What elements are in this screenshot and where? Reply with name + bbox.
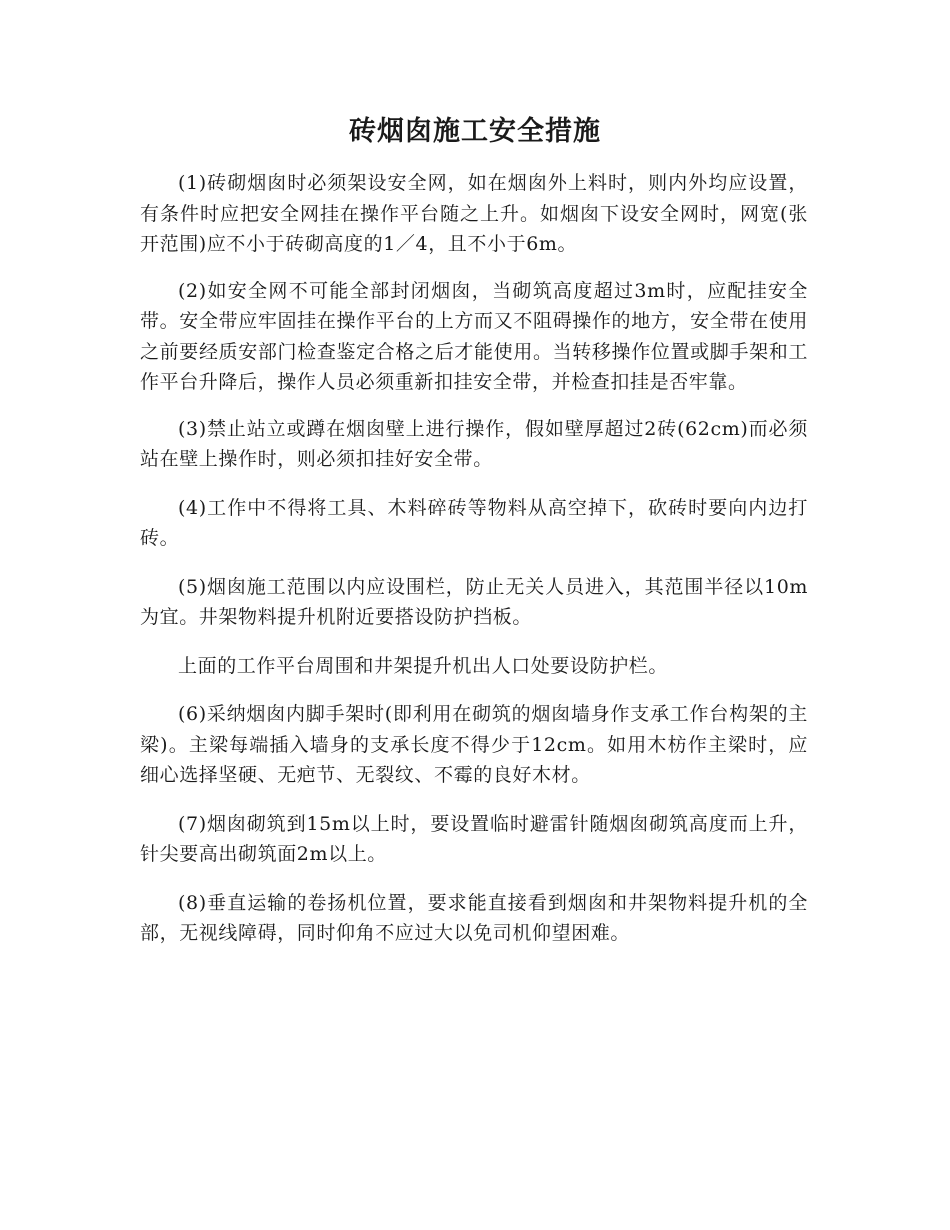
- paragraph-6: (6)采纳烟囱内脚手架时(即利用在砌筑的烟囱墙身作支承工作台构架的主梁)。主梁每端插入墙身的支承长度不得少于12cm。如用木枋作主梁时，应细心选择坚硬、无疤节、无裂纹、不霉的良好木材。: [140, 703, 808, 786]
- paragraph-7: (7)烟囱砌筑到15m以上时，要设置临时避雷针随烟囱砌筑高度而上升，针尖要高出砌筑面2m以上。: [140, 812, 808, 865]
- document-body: [140, 168, 808, 967]
- document-title: 砖烟囱施工安全措施: [349, 116, 601, 147]
- paragraph-5-continued: 上面的工作平台周围和井架提升机出人口处要设防护栏。: [178, 654, 669, 677]
- paragraph-3: (3)禁止站立或蹲在烟囱壁上进行操作，假如壁厚超过2砖(62cm)而必须站在壁上操作时，则必须扣挂好安全带。: [140, 417, 808, 470]
- paragraph-1: (1)砖砌烟囱时必须架设安全网，如在烟囱外上料时，则内外均应设置，有条件时应把安全网挂在操作平台随之上升。如烟囱下设安全网时，网宽(张开范围)应不小于砖砌高度的1／4，且不小于6m。: [140, 172, 808, 255]
- paragraph-8: (8)垂直运输的卷扬机位置，要求能直接看到烟囱和井架物料提升机的全部，无视线障碍，同时仰角不应过大以免司机仰望困难。: [140, 891, 808, 944]
- paragraph-2: (2)如安全网不可能全部封闭烟囱，当砌筑高度超过3m时，应配挂安全带。安全带应牢固挂在操作平台的上方而又不阻碍操作的地方，安全带在使用之前要经质安部门检查鉴定合格之后才能使用。当转移操作位置或脚手架和工作平台升降后，操作人员必须重新扣挂安全带，并检查扣挂是否牢靠。: [140, 279, 808, 393]
- paragraph-4: (4)工作中不得将工具、木料碎砖等物料从高空掉下，砍砖时要向内边打砖。: [140, 496, 808, 549]
- paragraph-5: (5)烟囱施工范围以内应设围栏，防止无关人员进入，其范围半径以10m为宜。井架物料提升机附近要搭设防护挡板。: [140, 575, 808, 628]
